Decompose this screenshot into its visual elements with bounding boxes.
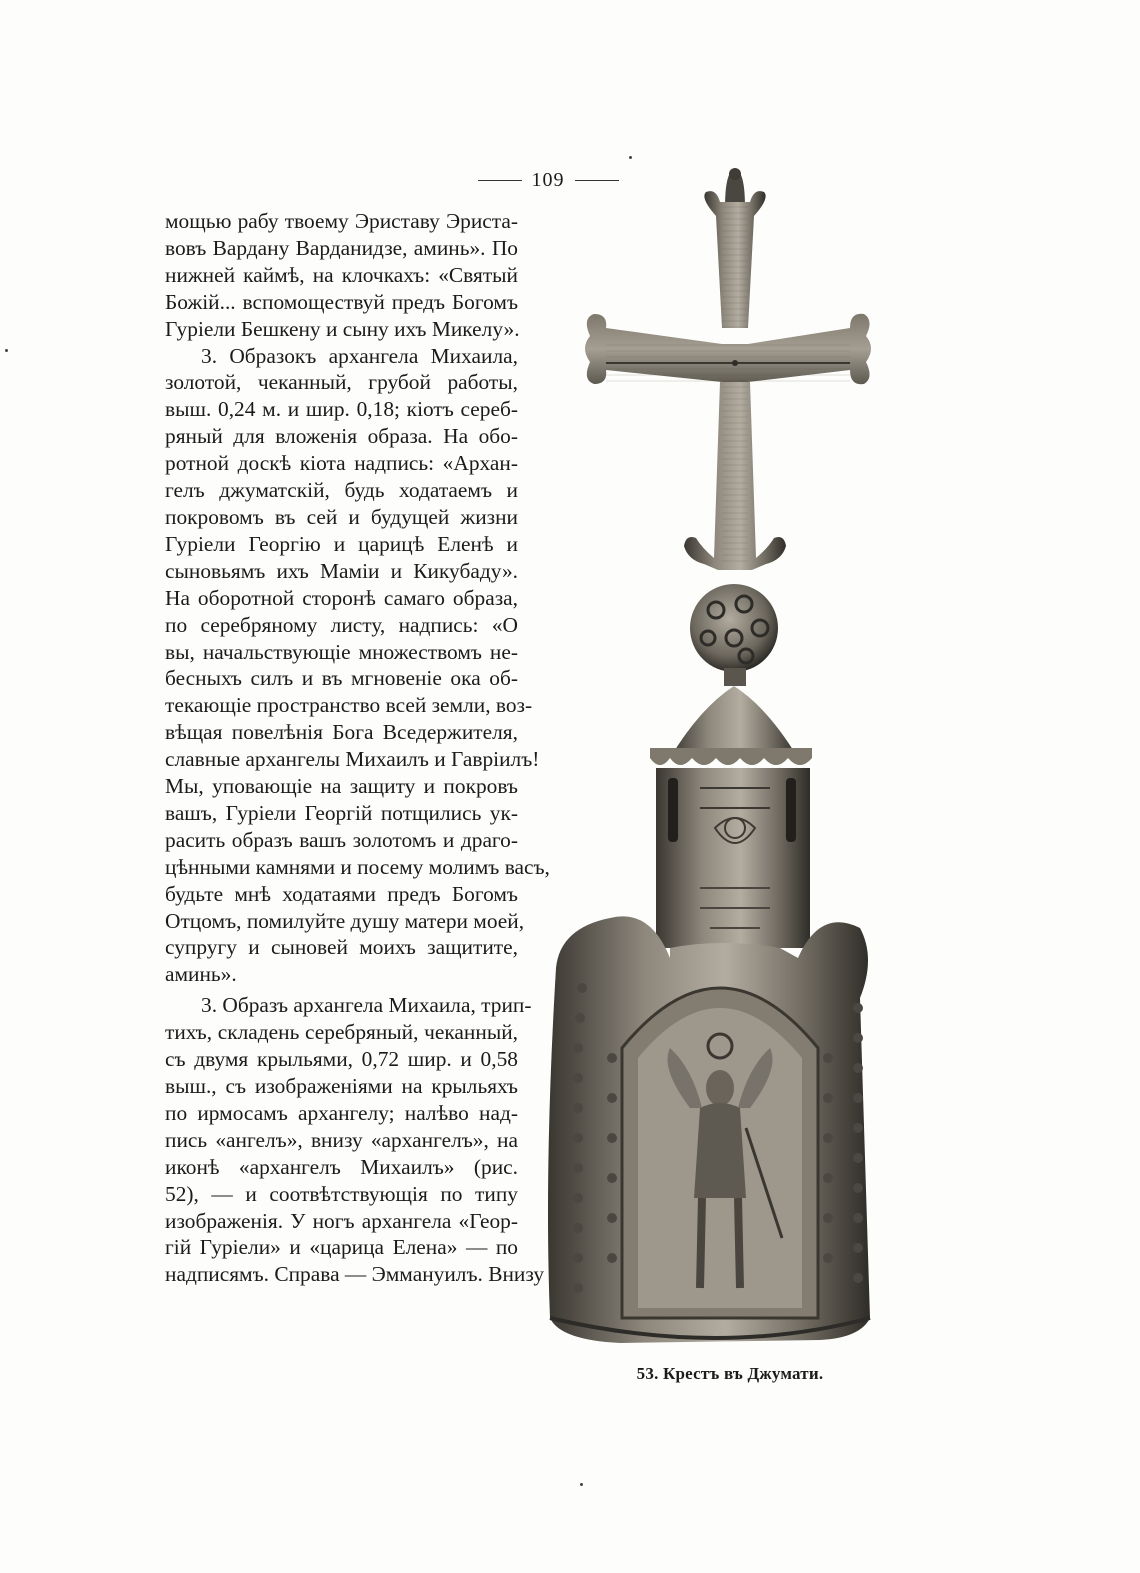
text-line: Гуріели Георгію и царицѣ Еленѣ и xyxy=(165,531,518,556)
figure-cross-photo xyxy=(520,168,880,1358)
text-line: ротной доскѣ кіота надпись: «Архан- xyxy=(165,451,518,476)
text-line: Отцомъ, помилуйте душу матери моей, xyxy=(165,908,525,933)
text-line: 3. Образъ архангела Михаила, трип- xyxy=(201,993,532,1018)
text-line: золотой, чеканный, грубой работы, xyxy=(165,370,518,395)
print-speck xyxy=(5,349,8,352)
text-line: мощью рабу твоему Эриставу Эриста- xyxy=(165,209,518,233)
text-line: Мы, уповающіе на защиту и покровъ xyxy=(165,774,518,799)
text-line: Божій... вспомоществуй предъ Богомъ xyxy=(165,289,518,314)
text-line: нижней каймѣ, на клочкахъ: «Святый xyxy=(165,262,518,287)
text-line: по серебряному листу, надпись: «О xyxy=(165,612,518,637)
text-line: изображенія. У ногъ архангела «Геор- xyxy=(165,1208,518,1233)
cross-cap xyxy=(650,686,812,765)
cross-cylinder xyxy=(656,768,810,948)
text-line: пись «ангелъ», внизу «архангелъ», на xyxy=(165,1127,518,1152)
paragraph-1 xyxy=(165,208,518,343)
text-line: Гуріели Бешкену и сыну ихъ Микелу». xyxy=(165,316,520,341)
text-line: вашъ, Гуріели Георгій потщились ук- xyxy=(165,800,518,825)
text-line: текающіе пространство всей земли, воз- xyxy=(165,693,533,718)
text-line: вовъ Вардану Варданидзе, аминь». По xyxy=(165,235,518,260)
text-line: вы, начальствующіе множествомъ не- xyxy=(165,639,518,664)
text-line: супругу и сыновей моихъ защитите, xyxy=(165,935,518,960)
text-line: тихъ, складень серебряный, чеканный, xyxy=(165,1020,518,1045)
page-number-text: 109 xyxy=(531,168,565,191)
paragraph-3 xyxy=(165,992,545,1288)
figure-caption: 53. Крестъ въ Джумати. xyxy=(636,1364,824,1383)
text-line: гелъ джуматскій, будь ходатаемъ и xyxy=(165,478,518,503)
print-speck xyxy=(580,1483,583,1486)
paragraph-2 xyxy=(165,343,550,989)
text-line: бесныхъ силъ и въ мгновеніе ока об- xyxy=(165,666,518,691)
text-line: цѣнными камнями и посему молимъ васъ, xyxy=(165,854,550,879)
text-line: по ирмосамъ архангелу; налѣво над- xyxy=(165,1100,518,1125)
text-line: будьте мнѣ ходатаями предъ Богомъ xyxy=(165,881,518,906)
text-line: славные архангелы Михаилъ и Гавріилъ! xyxy=(165,747,540,772)
text-line: выш., съ изображеніями на крыльяхъ xyxy=(165,1074,518,1098)
text-line: 52), — и соотвѣтствующія по типу xyxy=(165,1181,518,1206)
text-line: иконѣ «архангелъ Михаилъ» (рис. xyxy=(165,1154,518,1179)
cross-base xyxy=(548,916,870,1343)
text-line: надписямъ. Справа — Эммануилъ. Внизу xyxy=(165,1262,545,1287)
left-rule xyxy=(478,180,522,181)
text-line: выш. 0,24 м. и шир. 0,18; кіотъ сереб- xyxy=(165,397,518,422)
print-speck xyxy=(629,156,632,159)
text-line: 3. Образокъ архангела Михаила, xyxy=(201,343,518,368)
text-line: аминь». xyxy=(165,962,237,987)
cross-knob xyxy=(690,584,778,686)
text-line: На оборотной сторонѣ самаго образа, xyxy=(165,585,518,610)
text-line: съ двумя крыльями, 0,72 шир. и 0,58 xyxy=(165,1047,518,1072)
text-line: гій Гуріели» и «царица Елена» — по xyxy=(165,1235,518,1260)
text-line: вѣщая повелѣнія Бога Вседержителя, xyxy=(165,720,518,745)
body-text xyxy=(165,208,550,1288)
text-line: сыновьямъ ихъ Маміи и Кикубаду». xyxy=(165,558,518,583)
text-line: покровомъ въ сей и будущей жизни xyxy=(165,504,518,529)
text-line: расить образъ вашъ золотомъ и драго- xyxy=(165,827,518,852)
processional-cross-icon xyxy=(520,168,880,1358)
cross-lower-shaft xyxy=(684,382,786,570)
text-line: ряный для вложенія образа. На обо- xyxy=(165,424,518,449)
cross-top xyxy=(704,168,765,328)
